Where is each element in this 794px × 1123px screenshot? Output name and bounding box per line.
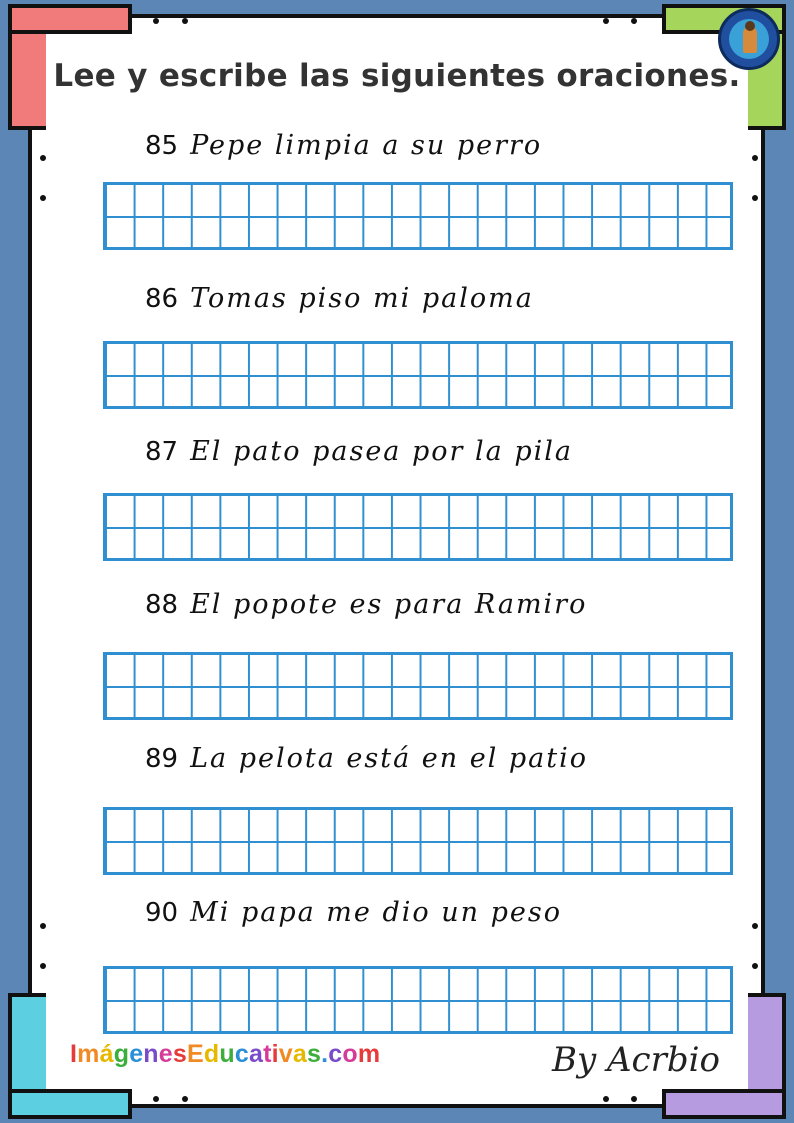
site-logo-letter: i (271, 1040, 279, 1068)
writing-grid[interactable] (103, 652, 733, 720)
writing-grid[interactable] (103, 807, 733, 875)
site-logo-letter: a (248, 1040, 264, 1068)
exercise-sentence (145, 130, 542, 170)
decor-dot (631, 1096, 637, 1102)
decor-dot (752, 155, 758, 161)
exercise-text: El pato pasea por la pila (190, 436, 573, 467)
exercise-text: Mi papa me dio un peso (190, 897, 562, 928)
writing-grid[interactable] (103, 182, 733, 250)
exercise-number: 86 (145, 284, 179, 314)
site-logo-letter: m (77, 1040, 100, 1068)
exercise-text: El popote es para Ramiro (190, 589, 588, 620)
exercise-sentence (145, 436, 573, 476)
decor-dot (40, 195, 46, 201)
decor-dot (40, 963, 46, 969)
site-logo-letter: . (321, 1040, 329, 1068)
writing-grid[interactable] (103, 966, 733, 1034)
site-logo-text (70, 1040, 380, 1069)
site-logo-letter: v (278, 1040, 293, 1068)
worksheet-page (28, 14, 765, 1108)
site-logo-letter: o (342, 1040, 358, 1068)
exercise-sentence (145, 283, 534, 323)
site-logo-letter: t (263, 1040, 272, 1068)
page-title: Lee y escribe las siguientes oraciones. (53, 58, 741, 94)
site-logo-letter: c (328, 1040, 343, 1068)
exercise-number: 90 (145, 898, 179, 928)
decor-dot (182, 18, 188, 24)
decor-dot (182, 1096, 188, 1102)
exercise-number: 88 (145, 590, 179, 620)
site-logo-letter: u (219, 1040, 235, 1068)
decor-dot (153, 1096, 159, 1102)
site-logo-letter: E (187, 1040, 204, 1068)
exercise-text: Tomas piso mi paloma (190, 283, 534, 314)
site-logo-letter: m (357, 1040, 381, 1068)
exercise-sentence (145, 897, 562, 937)
site-logo-letter: d (203, 1040, 220, 1068)
author-credit: By Acrbio (552, 1040, 720, 1080)
decor-dot (631, 18, 637, 24)
decor-dot (603, 18, 609, 24)
decor-dot (752, 195, 758, 201)
exercise-sentence (145, 589, 587, 629)
writing-grid[interactable] (103, 341, 733, 409)
decor-dot (603, 1096, 609, 1102)
site-logo-letter: I (70, 1040, 78, 1068)
exercise-number: 87 (145, 437, 179, 467)
decor-dot (40, 923, 46, 929)
decor-dot (153, 18, 159, 24)
site-logo-letter: c (234, 1040, 249, 1068)
site-logo-letter: g (113, 1040, 130, 1068)
site-logo-letter: s (172, 1040, 187, 1068)
site-logo-letter: n (143, 1040, 159, 1068)
writing-grid[interactable] (103, 493, 733, 561)
site-logo-letter: a (292, 1040, 307, 1068)
exercise-sentence (145, 743, 588, 783)
exercise-text: Pepe limpia a su perro (190, 130, 543, 161)
decor-dot (752, 923, 758, 929)
exercise-text: La pelota está en el patio (190, 743, 589, 774)
site-logo-letter: e (129, 1040, 144, 1068)
exercise-number: 85 (145, 131, 179, 161)
decor-dot (752, 963, 758, 969)
exercise-number: 89 (145, 744, 179, 774)
site-logo-letter: s (306, 1040, 322, 1068)
site-logo-letter: á (99, 1040, 114, 1068)
decor-dot (40, 155, 46, 161)
site-logo-letter: e (158, 1040, 173, 1068)
